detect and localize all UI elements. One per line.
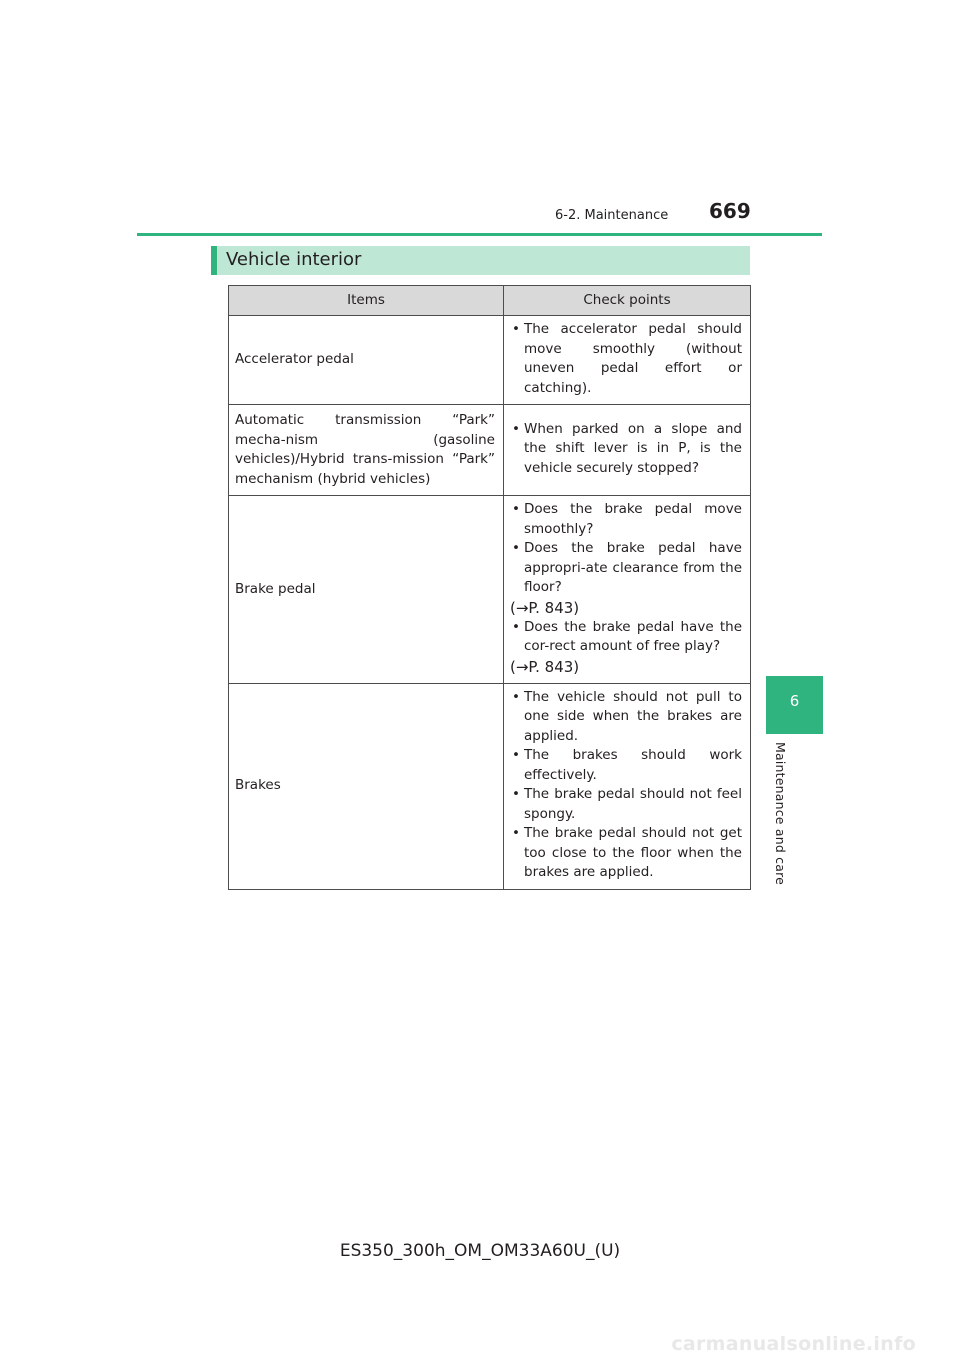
item-cell: Brake pedal: [229, 496, 504, 684]
check-point-list: [510, 420, 742, 479]
check-point: • The accelerator pedal should move smoothly (without uneven pedal effort or catching).: [510, 320, 742, 398]
check-cell: [504, 405, 751, 496]
table-row: [229, 496, 751, 684]
section-title-accent: [211, 246, 217, 275]
chapter-tab-label: Maintenance and care: [773, 742, 788, 886]
table-row: [229, 683, 751, 889]
section-title: Vehicle interior: [226, 249, 362, 270]
running-header-section: 6-2. Maintenance: [555, 208, 669, 223]
page-reference: (→P. 843): [510, 657, 580, 676]
check-cell: [504, 683, 751, 889]
column-header-check-points: Check points: [504, 286, 751, 316]
column-header-items: Items: [229, 286, 504, 316]
section-title-bar: [211, 246, 750, 275]
table-header-row: [229, 286, 751, 316]
check-point: • When parked on a slope and the shift lever is in P, is the vehicle securely stopped?: [510, 420, 742, 479]
item-cell: Accelerator pedal: [229, 316, 504, 405]
check-cell: [504, 316, 751, 405]
check-point: • The vehicle should not pull to one side when the brakes are applied.: [510, 688, 742, 747]
check-point: • The brakes should work effectively.: [510, 746, 742, 785]
check-point-list: [510, 688, 742, 883]
check-cell: [504, 496, 751, 684]
check-point-list: [510, 320, 742, 398]
chapter-tab-number: 6: [789, 692, 800, 710]
table-row: [229, 316, 751, 405]
check-point: • Does the brake pedal move smoothly?: [510, 500, 742, 539]
item-cell: Automatic transmission “Park” mecha-nism (gasoline vehicles)/Hybrid trans-mission “Park” mechanism (hybrid vehicles): [229, 405, 504, 496]
page-reference: (→P. 843): [510, 598, 580, 617]
watermark: carmanualsonline.info: [671, 1333, 916, 1355]
inspection-table: [228, 285, 751, 890]
table-row: [229, 405, 751, 496]
check-point-list: [510, 500, 742, 677]
page-number: 669: [709, 199, 751, 223]
check-point: • Does the brake pedal have appropri-ate clearance from the floor?: [510, 539, 742, 598]
check-point: • The brake pedal should not feel spongy.: [510, 785, 742, 824]
header-rule: [137, 233, 822, 236]
check-point: • The brake pedal should not get too close to the floor when the brakes are applied.: [510, 824, 742, 883]
document-code: ES350_300h_OM_OM33A60U_(U): [339, 1241, 621, 1261]
item-cell: Brakes: [229, 683, 504, 889]
check-point: • Does the brake pedal have the cor-rect amount of free play?: [510, 618, 742, 657]
chapter-tab: [766, 676, 823, 734]
